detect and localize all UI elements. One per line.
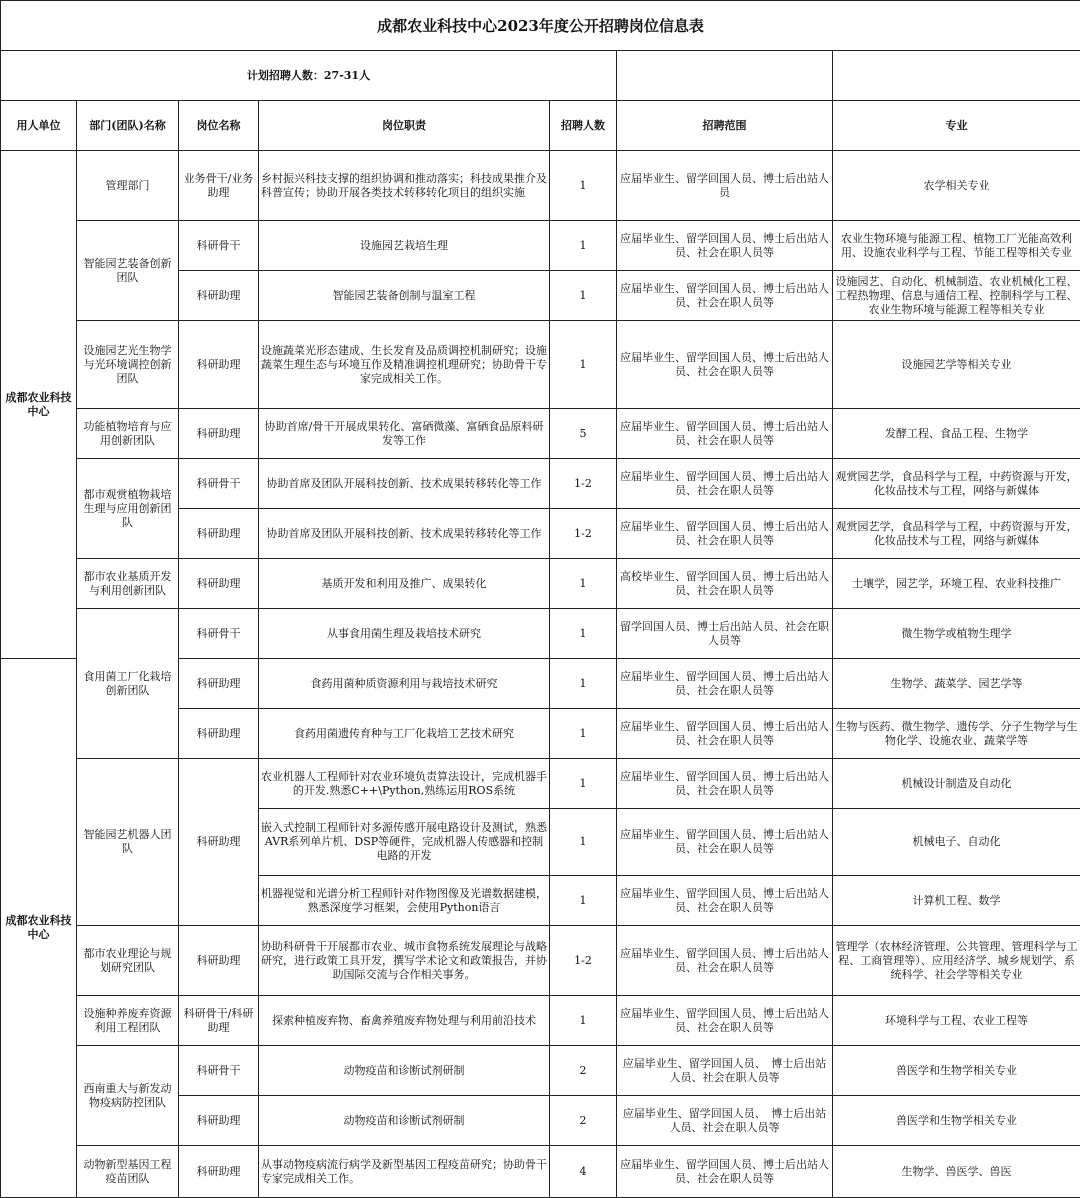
position-cell: 科研助理 bbox=[179, 271, 259, 321]
header-dept: 部门(团队)名称 bbox=[77, 101, 179, 151]
dept-cell: 设施园艺光生物学与光环境调控创新团队 bbox=[77, 321, 179, 409]
position-cell: 科研骨干 bbox=[179, 1046, 259, 1096]
position-cell: 科研助理 bbox=[179, 1146, 259, 1198]
major-cell: 生物学、兽医学、兽医 bbox=[833, 1146, 1080, 1198]
scope-cell: 应届毕业生、留学回国人员、博士后出站人员、社会在职人员等 bbox=[617, 659, 833, 709]
scope-cell: 应届毕业生、留学回国人员、博士后出站人员、社会在职人员等 bbox=[617, 1146, 833, 1198]
major-cell: 设施园艺、自动化、机械制造、农业机械化工程、工程热物理、信息与通信工程、控制科学与工程、农业生物环境与能源工程等相关专业 bbox=[833, 271, 1080, 321]
header-count: 招聘人数 bbox=[550, 101, 617, 151]
position-cell: 科研助理 bbox=[179, 321, 259, 409]
table-title: 成都农业科技中心2023年度公开招聘岗位信息表 bbox=[1, 1, 1080, 51]
position-cell: 科研骨干/科研助理 bbox=[179, 996, 259, 1046]
duty-cell: 乡村振兴科技支撑的组织协调和推动落实；科技成果推介及科普宣传；协助开展各类技术转移转化项目的组织实施 bbox=[259, 151, 550, 221]
duty-cell: 协助首席及团队开展科技创新、技术成果转移转化等工作 bbox=[259, 509, 550, 559]
count-cell: 1 bbox=[550, 709, 617, 759]
position-cell: 科研助理 bbox=[179, 409, 259, 459]
position-cell: 科研助理 bbox=[179, 1096, 259, 1146]
major-cell: 农学相关专业 bbox=[833, 151, 1080, 221]
scope-cell: 应届毕业生、留学回国人员、博士后出站人员、社会在职人员等 bbox=[617, 271, 833, 321]
scope-cell: 应届毕业生、留学回国人员、博士后出站人员、社会在职人员等 bbox=[617, 809, 833, 876]
unit-cell: 成都农业科技中心 bbox=[1, 659, 77, 1198]
count-cell: 1-2 bbox=[550, 926, 617, 996]
major-cell: 微生物学或植物生理学 bbox=[833, 609, 1080, 659]
duty-cell: 探索种植废弃物、畜禽养殖废弃物处理与利用前沿技术 bbox=[259, 996, 550, 1046]
count-cell: 1 bbox=[550, 271, 617, 321]
table-row bbox=[1, 459, 1080, 509]
major-cell: 设施园艺学等相关专业 bbox=[833, 321, 1080, 409]
table-row bbox=[1, 559, 1080, 609]
count-cell: 1 bbox=[550, 996, 617, 1046]
scope-cell: 应届毕业生、留学回国人员、博士后出站人员、社会在职人员等 bbox=[617, 409, 833, 459]
scope-cell: 应届毕业生、留学回国人员、博士后出站人员、社会在职人员等 bbox=[617, 996, 833, 1046]
count-cell: 1 bbox=[550, 321, 617, 409]
count-cell: 1 bbox=[550, 609, 617, 659]
duty-cell: 机器视觉和光谱分析工程师针对作物图像及光谱数据建模，熟悉深度学习框架，会使用Python语言 bbox=[259, 876, 550, 926]
plan-empty-cell bbox=[833, 51, 1080, 101]
major-cell: 机械电子、自动化 bbox=[833, 809, 1080, 876]
major-cell: 计算机工程、数学 bbox=[833, 876, 1080, 926]
table-row bbox=[1, 321, 1080, 409]
duty-cell: 动物疫苗和诊断试剂研制 bbox=[259, 1096, 550, 1146]
table-row bbox=[1, 609, 1080, 659]
position-cell: 科研骨干 bbox=[179, 221, 259, 271]
duty-cell: 农业机器人工程师针对农业环境负责算法设计，完成机器手的开发.熟悉C++\Python,熟练运用ROS系统 bbox=[259, 759, 550, 809]
scope-cell: 留学回国人员、博士后出站人员、社会在职人员等 bbox=[617, 609, 833, 659]
dept-cell: 都市观赏植物栽培生理与应用创新团队 bbox=[77, 459, 179, 559]
scope-cell: 应届毕业生、留学回国人员、博士后出站人员、社会在职人员等 bbox=[617, 509, 833, 559]
dept-cell: 食用菌工厂化栽培创新团队 bbox=[77, 609, 179, 759]
count-cell: 1 bbox=[550, 809, 617, 876]
header-duty: 岗位职责 bbox=[259, 101, 550, 151]
dept-cell: 功能植物培育与应用创新团队 bbox=[77, 409, 179, 459]
duty-cell: 协助科研骨干开展都市农业、城市食物系统发展理论与战略研究，进行政策工具开发，撰写学术论文和政策报告，并协助国际交流与合作相关事务。 bbox=[259, 926, 550, 996]
scope-cell: 高校毕业生、留学回国人员、博士后出站人员、社会在职人员等 bbox=[617, 559, 833, 609]
count-cell: 5 bbox=[550, 409, 617, 459]
count-cell: 1 bbox=[550, 876, 617, 926]
duty-cell: 嵌入式控制工程师针对多源传感开展电路设计及测试，熟悉AVR系列单片机、DSP等硬件，完成机器人传感器和控制电路的开发 bbox=[259, 809, 550, 876]
table-row bbox=[1, 926, 1080, 996]
count-cell: 1 bbox=[550, 759, 617, 809]
scope-cell: 应届毕业生、留学回国人员、博士后出站人员、社会在职人员等 bbox=[617, 321, 833, 409]
scope-cell: 应届毕业生、留学回国人员、博士后出站人员、社会在职人员等 bbox=[617, 759, 833, 809]
major-cell: 发酵工程、食品工程、生物学 bbox=[833, 409, 1080, 459]
duty-cell: 从事动物疫病流行病学及新型基因工程疫苗研究；协助骨干专家完成相关工作。 bbox=[259, 1146, 550, 1198]
plan-empty-cell bbox=[617, 51, 833, 101]
header-unit: 用人单位 bbox=[1, 101, 77, 151]
duty-cell: 从事食用菌生理及栽培技术研究 bbox=[259, 609, 550, 659]
duty-cell: 设施园艺栽培生理 bbox=[259, 221, 550, 271]
count-cell: 1 bbox=[550, 559, 617, 609]
major-cell: 管理学（农林经济管理、公共管理、管理科学与工程、工商管理等）、应用经济学、城乡规划学、系统科学、社会学等相关专业 bbox=[833, 926, 1080, 996]
table-row bbox=[1, 759, 1080, 809]
position-cell: 业务骨干/业务助理 bbox=[179, 151, 259, 221]
scope-cell: 应届毕业生、留学回国人员、博士后出站人员、社会在职人员等 bbox=[617, 221, 833, 271]
major-cell: 生物与医药、微生物学、遗传学、分子生物学与生物化学、设施农业、蔬菜学等 bbox=[833, 709, 1080, 759]
header-position: 岗位名称 bbox=[179, 101, 259, 151]
dept-cell: 智能园艺装备创新团队 bbox=[77, 221, 179, 321]
table-row bbox=[1, 151, 1080, 221]
major-cell: 土壤学，园艺学，环境工程、农业科技推广 bbox=[833, 559, 1080, 609]
dept-cell: 西南重大与新发动物疫病防控团队 bbox=[77, 1046, 179, 1146]
dept-cell: 都市农业理论与规划研究团队 bbox=[77, 926, 179, 996]
count-cell: 2 bbox=[550, 1096, 617, 1146]
position-cell: 科研助理 bbox=[179, 659, 259, 709]
major-cell: 环境科学与工程、农业工程等 bbox=[833, 996, 1080, 1046]
major-cell: 观赏园艺学，食品科学与工程，中药资源与开发，化妆品技术与工程，网络与新媒体 bbox=[833, 509, 1080, 559]
major-cell: 机械设计制造及自动化 bbox=[833, 759, 1080, 809]
table-row bbox=[1, 221, 1080, 271]
count-cell: 1-2 bbox=[550, 459, 617, 509]
count-cell: 1 bbox=[550, 659, 617, 709]
header-scope: 招聘范围 bbox=[617, 101, 833, 151]
major-cell: 兽医学和生物学相关专业 bbox=[833, 1046, 1080, 1096]
duty-cell: 动物疫苗和诊断试剂研制 bbox=[259, 1046, 550, 1096]
plan-count: 计划招聘人数：27-31人 bbox=[1, 51, 617, 101]
count-cell: 2 bbox=[550, 1046, 617, 1096]
scope-cell: 应届毕业生、留学回国人员、 博士后出站人员、社会在职人员等 bbox=[617, 1046, 833, 1096]
scope-cell: 应届毕业生、留学回国人员、博士后出站人员、社会在职人员等 bbox=[617, 926, 833, 996]
scope-cell: 应届毕业生、留学回国人员、博士后出站人员、社会在职人员等 bbox=[617, 709, 833, 759]
dept-cell: 都市农业基质开发与利用创新团队 bbox=[77, 559, 179, 609]
duty-cell: 食药用菌种质资源利用与栽培技术研究 bbox=[259, 659, 550, 709]
table-row bbox=[1, 409, 1080, 459]
duty-cell: 设施蔬菜光形态建成、生长发育及品质调控机制研究；设施蔬菜生理生态与环境互作及精准调控机理研究；协助骨干专家完成相关工作。 bbox=[259, 321, 550, 409]
major-cell: 农业生物环境与能源工程、植物工厂光能高效利用、设施农业科学与工程、节能工程等相关专业 bbox=[833, 221, 1080, 271]
duty-cell: 协助首席/骨干开展成果转化、富硒微藻、富硒食品原料研发等工作 bbox=[259, 409, 550, 459]
scope-cell: 应届毕业生、留学回国人员、 博士后出站人员、社会在职人员等 bbox=[617, 1096, 833, 1146]
unit-cell: 成都农业科技中心 bbox=[1, 151, 77, 659]
position-cell: 科研助理 bbox=[179, 509, 259, 559]
duty-cell: 基质开发和利用及推广、成果转化 bbox=[259, 559, 550, 609]
dept-cell: 动物新型基因工程疫苗团队 bbox=[77, 1146, 179, 1198]
position-cell: 科研骨干 bbox=[179, 459, 259, 509]
major-cell: 兽医学和生物学相关专业 bbox=[833, 1096, 1080, 1146]
count-cell: 4 bbox=[550, 1146, 617, 1198]
position-cell: 科研助理 bbox=[179, 759, 259, 926]
table-row bbox=[1, 1046, 1080, 1096]
count-cell: 1 bbox=[550, 221, 617, 271]
position-cell: 科研骨干 bbox=[179, 609, 259, 659]
table-row bbox=[1, 996, 1080, 1046]
count-cell: 1 bbox=[550, 151, 617, 221]
duty-cell: 食药用菌遗传育种与工厂化栽培工艺技术研究 bbox=[259, 709, 550, 759]
dept-cell: 智能园艺机器人团队 bbox=[77, 759, 179, 926]
dept-cell: 设施种养废弃资源利用工程团队 bbox=[77, 996, 179, 1046]
scope-cell: 应届毕业生、留学回国人员、博士后出站人员 bbox=[617, 151, 833, 221]
position-cell: 科研助理 bbox=[179, 709, 259, 759]
dept-cell: 管理部门 bbox=[77, 151, 179, 221]
count-cell: 1-2 bbox=[550, 509, 617, 559]
position-cell: 科研助理 bbox=[179, 559, 259, 609]
major-cell: 观赏园艺学，食品科学与工程，中药资源与开发，化妆品技术与工程，网络与新媒体 bbox=[833, 459, 1080, 509]
position-cell: 科研助理 bbox=[179, 926, 259, 996]
scope-cell: 应届毕业生、留学回国人员、博士后出站人员、社会在职人员等 bbox=[617, 876, 833, 926]
scope-cell: 应届毕业生、留学回国人员、博士后出站人员、社会在职人员等 bbox=[617, 459, 833, 509]
major-cell: 生物学、蔬菜学、园艺学等 bbox=[833, 659, 1080, 709]
duty-cell: 协助首席及团队开展科技创新、技术成果转移转化等工作 bbox=[259, 459, 550, 509]
header-major: 专业 bbox=[833, 101, 1080, 151]
duty-cell: 智能园艺装备创制与温室工程 bbox=[259, 271, 550, 321]
